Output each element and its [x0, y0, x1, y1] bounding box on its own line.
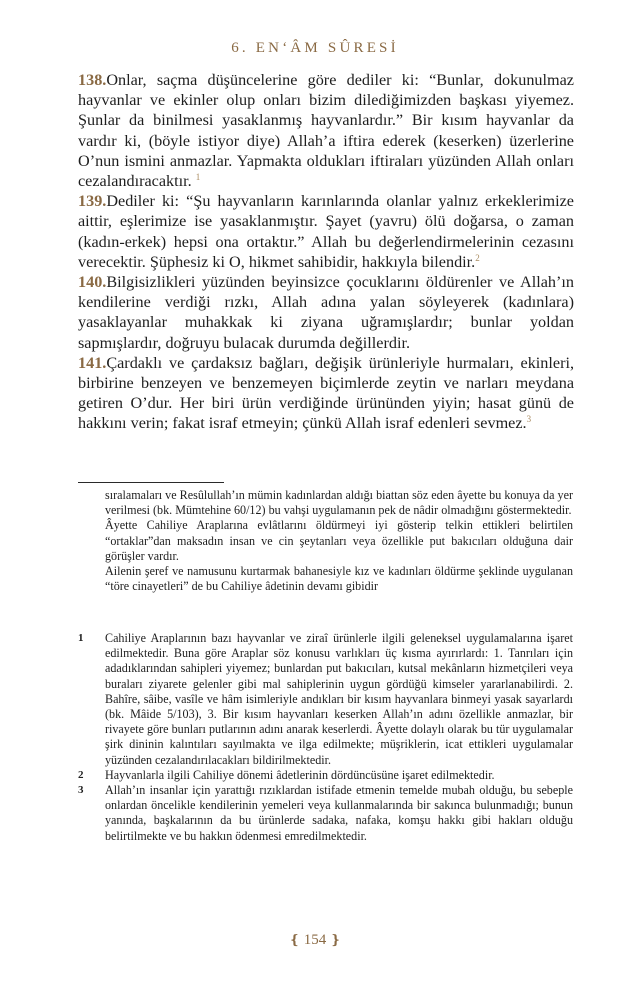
footnote-text: Cahiliye Araplarının bazı hayvanlar ve ziraî ürünlerle ilgili geleneksel uygulamalarına işaret edilmektedir. Buna göre Araplar söz konusu varlıkları üç kısma ayırırlardı: 1. Tanrıları için adadıklarından sahipleri yiyemez; bunlardan put bakıcıları, kutsal mekânların hizmetçileri veya buraları ziyarete gelenler gibi mal sahiplerinin uygun gördüğü kimseler yararlanabilirdi. 2. Bahîre, sâibe, vasîle ve hâm isimleriyle andıkları bir kısım hayvanlara binmeyi yasak sayarlardı (bk. Mâide 5/103), 3. Bir kısım hayvanları keserken Allah’ın adını özellikle anmazlar, bir rivayete göre bunları putlarının adını anarak keserlerdi. Âyette dolaylı olarak bu tür uygulamalar şirk dininin kalıntıları sayılmakta ve ilga edilmekte; müşriklerin, icat ettikleri uygulamalar yüzünden cezalandırılacakları bildirilmektedir.: [105, 631, 573, 767]
page-number-value: 154: [303, 932, 327, 948]
footnote-number: 2: [78, 768, 84, 781]
verse-text: Bilgisizlikleri yüzünden beyinsizce çocuklarını öldürenler ve Allah’ın kendilerine verdiği rızkı, Allah adına yalan söyleyerek (kadınlara) yasaklayanlar muhakkak ki ziyana uğramışlardır; bunlar yoldan sapmışlardır, doğruyu bulacak durumda değillerdir.: [78, 273, 574, 352]
verse-141: [78, 353, 574, 434]
footnote-text: Allah’ın insanlar için yarattığı rızıklardan istifade etmenin temelde mubah olduğu, bu sebeple onlardan öncelikle kendilerinin yemeleri veya kullanmalarında bir sakınca bulunmadığı; bunun yanında, başkalarının da bu ürünlerde sadaka, nafaka, komşu hakkı gibi hakları olduğu belirtilmekte ve bu hakkın ödenmesi emredilmektedir.: [105, 783, 573, 843]
verse-block: [78, 70, 574, 434]
footnote-ref[interactable]: 1: [195, 172, 201, 183]
footnote-paragraph: Âyette Cahiliye Araplarına evlâtlarını öldürmeyi iyi gösterip telkin ettikleri belirtilen “ortaklar”dan maksadın insan ve cin şeytanları veya özellikle put bakıcıları olduğuna dair görüşler vardır.: [105, 518, 573, 563]
verse-number: 138.: [78, 71, 107, 89]
footnote-text: Hayvanlarla ilgili Cahiliye dönemi âdetlerinin dördüncüsüne işaret edilmektedir.: [105, 767, 495, 782]
footnote-number: 1: [78, 632, 84, 644]
footnote-1: [78, 631, 573, 768]
verse-139: [78, 191, 574, 272]
verse-140: [78, 272, 574, 353]
page-number: [0, 932, 630, 949]
footnote-paragraph: Ailenin şeref ve namusunu kurtarmak bahanesiyle kız ve kadınları öldürme şeklinde uygulanan “töre cinayetleri” de bu Cahiliye âdetinin devamı gibidir: [105, 564, 573, 594]
ornament-left-icon: ❴: [289, 932, 300, 947]
footnote-list: [78, 631, 573, 844]
verse-number: 140.: [78, 273, 107, 292]
verse-number: 139.: [78, 192, 107, 211]
footnote-continuation: [105, 488, 573, 594]
verse-number: 141.: [78, 353, 107, 372]
footnote-2: [78, 768, 573, 783]
footnote-ref[interactable]: 2: [475, 252, 480, 263]
footnote-paragraph: sıralamaları ve Resûlullah’ın mümin kadınlardan aldığı biattan söz eden âyette bu konuya da yer verilmesi (bk. Mümtehine 60/12) bu vahşi uygulamanın pek de nâdir olmadığını göstermektedir.: [105, 488, 573, 518]
ornament-right-icon: ❵: [330, 932, 341, 947]
verse-text: Çardaklı ve çardaksız bağları, değişik ürünleriyle hurmaları, ekinleri, birbirine benzeyen ve benzemeyen biçimlerde zeytin ve narları meydana getiren O’dur. Her biri ürün verdiğinde ürününden yiyin; hasat günü de hakkını verin; fakat israf etmeyin; çünkü Allah israf edenleri sevmez.: [78, 353, 574, 433]
footnote-divider: [78, 482, 224, 483]
footnote-3: [78, 783, 573, 844]
verse-text: Dediler ki: “Şu hayvanların karınlarında olanlar yalnız erkeklerimize aittir, eşlerimize ise yasaklanmıştır. Şayet (yavru) ölü doğarsa, o zaman (kadın-erkek) hepsi ona ortaktır.” Allah bu değerlendirmelerinin cezasını verecektir. Şüphesiz ki O, hikmet sahibidir, hakkıyla bilendir.: [78, 192, 574, 271]
footnote-number: 3: [78, 784, 84, 797]
verse-text: Onlar, saçma düşüncelerine göre dediler ki: “Bunlar, dokunulmaz hayvanlar ve ekinler olup onları bizim dilediğimizden başkası yiyemez. Şunlar da binilmesi yasaklanmış hayvanlardır.” Bir kısım hayvanlar da vardır ki, (böyle istiyor diye) Allah’a iftira ederek (keserken) üzerlerine O’nun ismini anmazlar. Yapmakta oldukları iftiraları yüzünden Allah onları cezalandıracaktır.: [78, 71, 574, 191]
running-header: 6. EN‘ÂM SÛRESİ: [231, 40, 399, 56]
verse-138: [78, 70, 574, 191]
footnote-ref[interactable]: 3: [526, 414, 532, 425]
